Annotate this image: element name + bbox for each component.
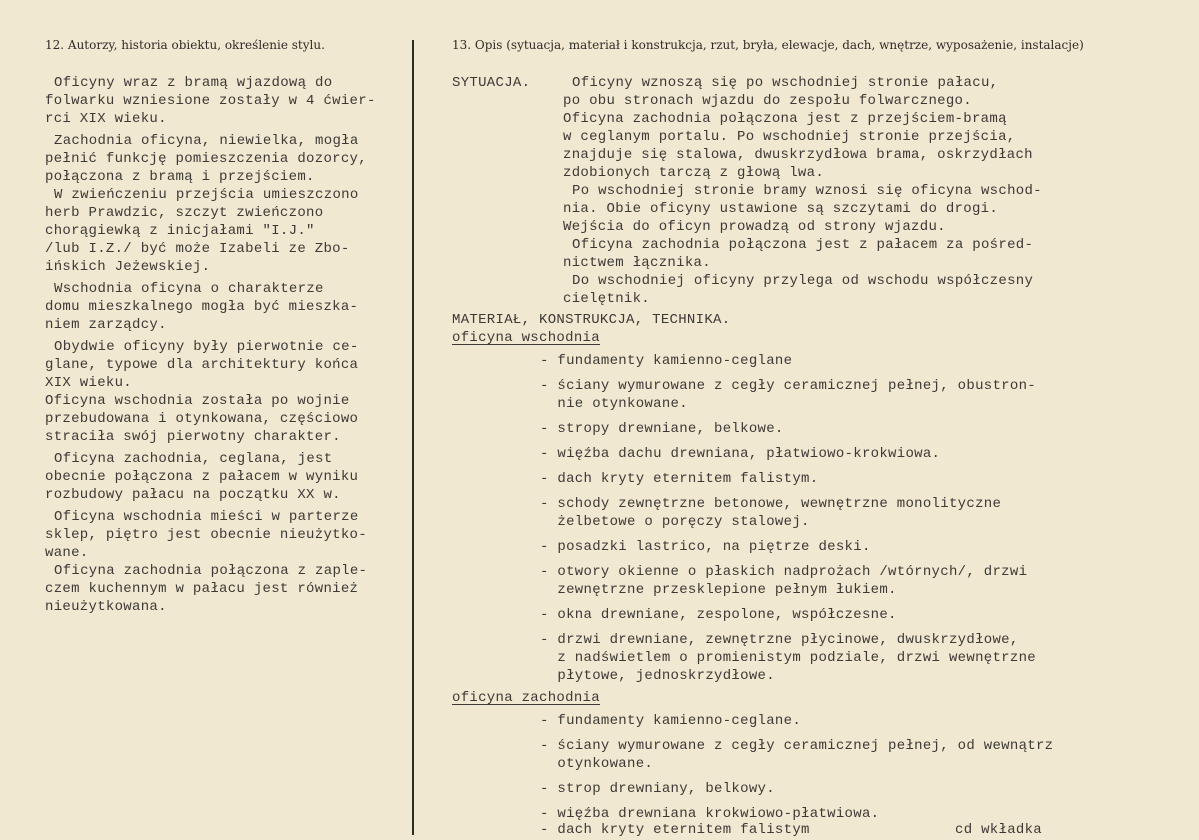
- column-divider: [412, 40, 414, 835]
- history-line: Wschodnia oficyna o charakterze: [54, 281, 324, 297]
- east-item: nie otynkowane.: [540, 396, 688, 412]
- sytuacja-line: Oficyna zachodnia połączona jest z pałacem za pośred-: [572, 237, 1034, 253]
- west-item: - fundamenty kamienno-ceglane.: [540, 713, 802, 729]
- history-line: wane.: [45, 545, 89, 561]
- sytuacja-line: po obu stronach wjazdu do zespołu folwarcznego.: [563, 93, 972, 109]
- history-line: folwarku wzniesione zostały w 4 ćwier-: [45, 93, 376, 109]
- east-item: żelbetowe o poręczy stalowej.: [540, 514, 810, 530]
- history-line: /lub I.Z./ być może Izabeli ze Zbo-: [45, 241, 350, 257]
- history-line: przebudowana i otynkowana, częściowo: [45, 411, 359, 427]
- west-item: - ściany wymurowane z cegły ceramicznej pełnej, od wewnątrz: [540, 738, 1054, 754]
- history-line: rozbudowy pałacu na początku XX w.: [45, 487, 341, 503]
- sytuacja-line: nictwem łącznika.: [563, 255, 711, 271]
- history-line: glane, typowe dla architektury końca: [45, 357, 359, 373]
- west-item: - dach kryty eternitem falistym: [540, 822, 810, 838]
- history-line: Oficyny wraz z bramą wjazdową do: [54, 75, 333, 91]
- material-heading: MATERIAŁ, KONSTRUKCJA, TECHNIKA.: [452, 312, 731, 328]
- east-item: płytowe, jednoskrzydłowe.: [540, 668, 775, 684]
- history-line: ińskich Jeżewskiej.: [45, 259, 211, 275]
- history-line: połączona z bramą i przejściem.: [45, 169, 315, 185]
- history-line: straciła swój pierwotny charakter.: [45, 429, 341, 445]
- history-line: sklep, piętro jest obecnie nieużytko-: [45, 527, 367, 543]
- west-item: - strop drewniany, belkowy.: [540, 781, 775, 797]
- east-item: - okna drewniane, zespolone, współczesne.: [540, 607, 897, 623]
- sytuacja-line: nia. Obie oficyny ustawione są szczytami do drogi.: [563, 201, 999, 217]
- history-line: Zachodnia oficyna, niewielka, mogła: [54, 133, 359, 149]
- history-line: Obydwie oficyny były pierwotnie ce-: [54, 339, 359, 355]
- history-line: Oficyna wschodnia została po wojnie: [45, 393, 350, 409]
- history-line: Oficyna zachodnia, ceglana, jest: [54, 451, 333, 467]
- sytuacja-line: w ceglanym portalu. Po wschodniej stronie przejścia,: [563, 129, 1016, 145]
- right-section-header: 13. Opis (sytuacja, materiał i konstrukcja, rzut, bryła, elewacje, dach, wnętrze, wyposażenie, instalacje): [452, 38, 1084, 52]
- history-line: rci XIX wieku.: [45, 111, 167, 127]
- sytuacja-line: Oficyna zachodnia połączona jest z przejściem-bramą: [563, 111, 1007, 127]
- west-item: otynkowane.: [540, 756, 654, 772]
- history-line: herb Prawdzic, szczyt zwieńczono: [45, 205, 324, 221]
- left-section-header: 12. Autorzy, historia obiektu, określenie stylu.: [45, 38, 325, 52]
- history-line: niem zarządcy.: [45, 317, 167, 333]
- east-item: - dach kryty eternitem falistym.: [540, 471, 819, 487]
- east-item: - drzwi drewniane, zewnętrzne płycinowe, dwuskrzydłowe,: [540, 632, 1019, 648]
- history-line: W zwieńczeniu przejścia umieszczono: [54, 187, 359, 203]
- history-line: chorągiewką z inicjałami "I.J.": [45, 223, 315, 239]
- east-item: - ściany wymurowane z cegły ceramicznej pełnej, obustron-: [540, 378, 1036, 394]
- sytuacja-line: Wejścia do oficyn prowadzą od strony wjazdu.: [563, 219, 946, 235]
- sytuacja-label: SYTUACJA.: [452, 75, 531, 91]
- continuation-note: cd wkładka: [955, 822, 1043, 838]
- east-item: - otwory okienne o płaskich nadprożach /wtórnych/, drzwi: [540, 564, 1028, 580]
- east-item: - więźba dachu drewniana, płatwiowo-krokwiowa.: [540, 446, 941, 462]
- sytuacja-line: cielętnik.: [563, 291, 651, 307]
- east-item: - posadzki lastrico, na piętrze deski.: [540, 539, 871, 555]
- east-item: - schody zewnętrzne betonowe, wewnętrzne monolityczne: [540, 496, 1002, 512]
- history-line: Oficyna wschodnia mieści w parterze: [54, 509, 359, 525]
- west-wing-heading: oficyna zachodnia: [452, 690, 600, 706]
- history-line: nieużytkowana.: [45, 599, 167, 615]
- sytuacja-line: Do wschodniej oficyny przylega od wschodu współczesny: [572, 273, 1034, 289]
- west-item: - więźba drewniana krokwiowo-płatwiowa.: [540, 806, 880, 822]
- history-line: XIX wieku.: [45, 375, 133, 391]
- sytuacja-line: znajduje się stalowa, dwuskrzydłowa brama, oskrzydłach: [563, 147, 1033, 163]
- sytuacja-line: Oficyny wznoszą się po wschodniej stronie pałacu,: [572, 75, 999, 91]
- east-item: - stropy drewniane, belkowe.: [540, 421, 784, 437]
- history-line: czem kuchennym w pałacu jest również: [45, 581, 359, 597]
- east-item: zewnętrzne przesklepione pełnym łukiem.: [540, 582, 897, 598]
- sytuacja-line: Po wschodniej stronie bramy wznosi się oficyna wschod-: [572, 183, 1042, 199]
- history-line: domu mieszkalnego mogła być mieszka-: [45, 299, 359, 315]
- east-item: z nadświetlem o promienistym podziale, drzwi wewnętrzne: [540, 650, 1036, 666]
- sytuacja-line: zdobionych tarczą z głową lwa.: [563, 165, 825, 181]
- history-line: Oficyna zachodnia połączona z zaple-: [54, 563, 368, 579]
- east-wing-heading: oficyna wschodnia: [452, 330, 600, 346]
- east-item: - fundamenty kamienno-ceglane: [540, 353, 793, 369]
- history-line: obecnie połączona z pałacem w wyniku: [45, 469, 359, 485]
- history-line: pełnić funkcję pomieszczenia dozorcy,: [45, 151, 367, 167]
